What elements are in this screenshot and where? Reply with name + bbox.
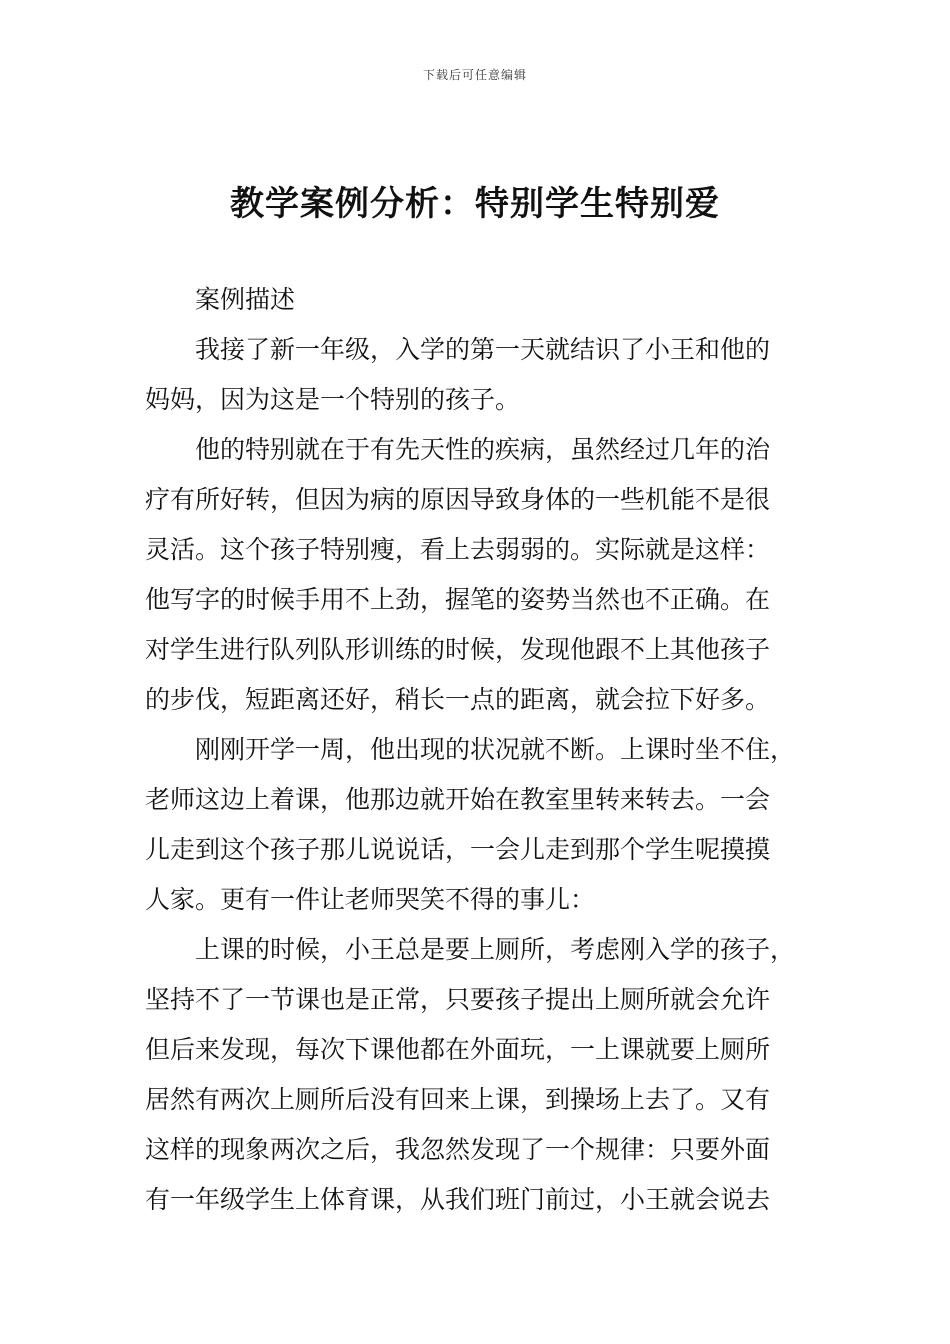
document-body [145, 280, 835, 1230]
text-line: 的步伐，短距离还好，稍长一点的距离，就会拉下好多。 [145, 685, 771, 714]
text-line: 上课的时候，小王总是要上厕所，考虑刚入学的孩子， [195, 935, 796, 964]
text-line: 灵活。这个孩子特别瘦，看上去弱弱的。实际就是这样： [145, 535, 771, 564]
text-line: 我接了新一年级，入学的第一天就结识了小王和他的 [195, 335, 771, 364]
page-title: 教学案例分析：特别学生特别爱 [230, 184, 720, 224]
text-line: 疗有所好转，但因为病的原因导致身体的一些机能不是很 [145, 485, 771, 514]
text-line: 他写字的时候手用不上劲，握笔的姿势当然也不正确。在 [145, 585, 771, 614]
text-line: 刚刚开学一周，他出现的状况就不断。上课时坐不住， [195, 735, 796, 764]
text-line: 但后来发现，每次下课他都在外面玩，一上课就要上厕所 [145, 1035, 771, 1064]
text-line: 坚持不了一节课也是正常，只要孩子提出上厕所就会允许 [145, 985, 771, 1014]
text-line: 儿走到这个孩子那儿说说话，一会儿走到那个学生呢摸摸 [145, 835, 771, 864]
text-line: 他的特别就在于有先天性的疾病，虽然经过几年的治 [195, 435, 771, 464]
text-line: 妈妈，因为这是一个特别的孩子。 [145, 385, 521, 414]
text-line: 对学生进行队列队形训练的时候，发现他跟不上其他孩子 [145, 635, 771, 664]
text-line: 有一年级学生上体育课，从我们班门前过，小王就会说去 [145, 1185, 771, 1214]
text-line: 案例描述 [195, 285, 296, 314]
text-line: 老师这边上着课，他那边就开始在教室里转来转去。一会 [145, 785, 771, 814]
header-note: 下载后可任意编辑 [422, 68, 527, 82]
text-line: 居然有两次上厕所后没有回来上课，到操场上去了。又有 [145, 1085, 771, 1114]
text-line: 这样的现象两次之后，我忽然发现了一个规律：只要外面 [145, 1135, 771, 1164]
text-line: 人家。更有一件让老师哭笑不得的事儿： [145, 885, 596, 914]
